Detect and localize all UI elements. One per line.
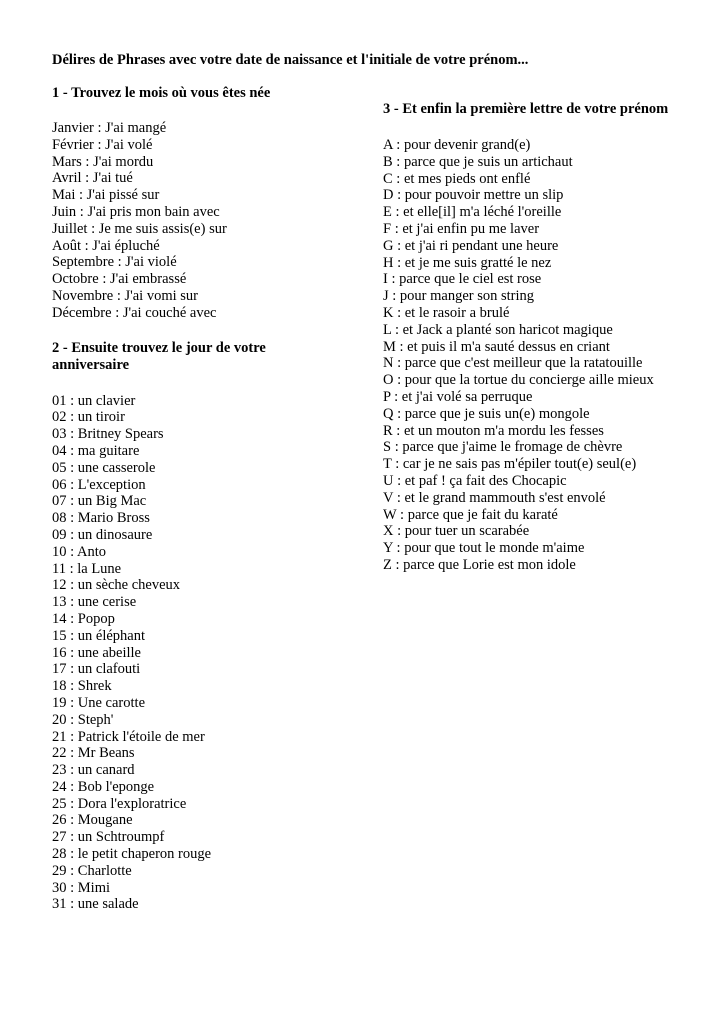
day-item: 13 : une cerise	[52, 594, 137, 611]
letter-item: U : et paf ! ça fait des Chocapic	[383, 472, 567, 489]
day-item: 12 : un sèche cheveux	[52, 577, 181, 594]
letter-item: N : parce que c'est meilleur que la ratatouille	[383, 355, 643, 372]
day-item: 25 : Dora l'exploratrice	[52, 795, 187, 812]
month-item: Mars : J'ai mordu	[52, 153, 154, 170]
document-title: Délires de Phrases avec votre date de naissance et l'initiale de votre prénom...	[52, 52, 529, 68]
letter-item: W : parce que je fait du karaté	[383, 506, 558, 523]
letter-item: X : pour tuer un scarabée	[383, 523, 530, 540]
letter-item: S : parce que j'aime le fromage de chèvre	[383, 439, 623, 456]
day-item: 11 : la Lune	[52, 560, 122, 577]
month-item: Décembre : J'ai couché avec	[52, 304, 217, 321]
letter-item: L : et Jack a planté son haricot magique	[383, 321, 613, 338]
month-item: Juillet : Je me suis assis(e) sur	[52, 220, 227, 237]
month-item: Juin : J'ai pris mon bain avec	[52, 203, 220, 220]
day-item: 16 : une abeille	[52, 644, 141, 661]
section-days-heading-line2: anniversaire	[52, 356, 130, 373]
month-item: Janvier : J'ai mangé	[52, 120, 167, 136]
letter-item: J : pour manger son string	[383, 288, 535, 305]
month-item: Février : J'ai volé	[52, 136, 153, 153]
letter-item: T : car je ne sais pas m'épiler tout(e) seul(e)	[383, 456, 637, 473]
day-item: 29 : Charlotte	[52, 862, 132, 879]
day-item: 21 : Patrick l'étoile de mer	[52, 728, 205, 745]
month-item: Mai : J'ai pissé sur	[52, 187, 160, 204]
day-item: 10 : Anto	[52, 543, 106, 560]
month-item: Avril : J'ai tué	[52, 170, 133, 187]
letter-item: V : et le grand mammouth s'est envolé	[383, 489, 606, 506]
day-item: 23 : un canard	[52, 762, 135, 779]
letter-item: Y : pour que tout le monde m'aime	[383, 540, 585, 557]
section-days	[52, 340, 372, 914]
day-item: 14 : Popop	[52, 610, 115, 627]
day-item: 06 : L'exception	[52, 476, 146, 493]
letter-item: Z : parce que Lorie est mon idole	[383, 556, 576, 573]
day-item: 03 : Britney Spears	[52, 426, 164, 443]
day-item: 19 : Une carotte	[52, 694, 146, 711]
days-list	[52, 393, 372, 914]
day-item: 15 : un éléphant	[52, 627, 146, 644]
section-months	[52, 85, 372, 322]
month-item: Octobre : J'ai embrassé	[52, 271, 187, 288]
letter-item: O : pour que la tortue du concierge aille mieux	[383, 372, 654, 389]
letter-item: R : et un mouton m'a mordu les fesses	[383, 422, 604, 439]
section-days-heading	[52, 340, 372, 374]
left-column	[52, 85, 372, 913]
section-months-heading: 1 - Trouvez le mois où vous êtes née	[52, 85, 271, 101]
letter-item: C : et mes pieds ont enflé	[383, 170, 531, 187]
letter-item: D : pour pouvoir mettre un slip	[383, 187, 564, 204]
day-item: 09 : un dinosaure	[52, 526, 153, 543]
day-item: 22 : Mr Beans	[52, 745, 135, 762]
months-list	[52, 120, 372, 322]
letter-item: P : et j'ai volé sa perruque	[383, 388, 533, 405]
section-days-heading-line1: 2 - Ensuite trouvez le jour de votre	[52, 339, 266, 356]
day-item: 31 : une salade	[52, 896, 139, 913]
right-column	[383, 101, 713, 574]
month-item: Août : J'ai épluché	[52, 237, 160, 254]
month-item: Novembre : J'ai vomi sur	[52, 287, 198, 304]
day-item: 20 : Steph'	[52, 711, 114, 728]
letter-item: B : parce que je suis un artichaut	[383, 153, 573, 170]
letter-item: I : parce que le ciel est rose	[383, 271, 542, 288]
letter-item: G : et j'ai ri pendant une heure	[383, 237, 559, 254]
day-item: 04 : ma guitare	[52, 442, 140, 459]
letter-item: A : pour devenir grand(e)	[383, 137, 531, 153]
day-item: 18 : Shrek	[52, 678, 112, 695]
day-item: 27 : un Schtroumpf	[52, 829, 165, 846]
letters-list	[383, 137, 713, 574]
day-item: 17 : un clafouti	[52, 661, 141, 678]
day-item: 28 : le petit chaperon rouge	[52, 846, 212, 863]
day-item: 26 : Mougane	[52, 812, 133, 829]
letter-item: K : et le rasoir a brulé	[383, 304, 510, 321]
day-item: 05 : une casserole	[52, 459, 156, 476]
letter-item: M : et puis il m'a sauté dessus en criant	[383, 338, 610, 355]
letter-item: H : et je me suis gratté le nez	[383, 254, 552, 271]
day-item: 30 : Mimi	[52, 879, 111, 896]
section-letters-heading: 3 - Et enfin la première lettre de votre prénom	[383, 101, 669, 117]
letter-item: E : et elle[il] m'a léché l'oreille	[383, 204, 562, 221]
day-item: 24 : Bob l'eponge	[52, 778, 155, 795]
letter-item: F : et j'ai enfin pu me laver	[383, 220, 540, 237]
day-item: 02 : un tiroir	[52, 409, 125, 426]
letter-item: Q : parce que je suis un(e) mongole	[383, 405, 590, 422]
day-item: 07 : un Big Mac	[52, 493, 147, 510]
day-item: 01 : un clavier	[52, 392, 136, 409]
section-letters	[383, 101, 713, 574]
day-item: 08 : Mario Bross	[52, 510, 150, 527]
month-item: Septembre : J'ai violé	[52, 254, 177, 271]
